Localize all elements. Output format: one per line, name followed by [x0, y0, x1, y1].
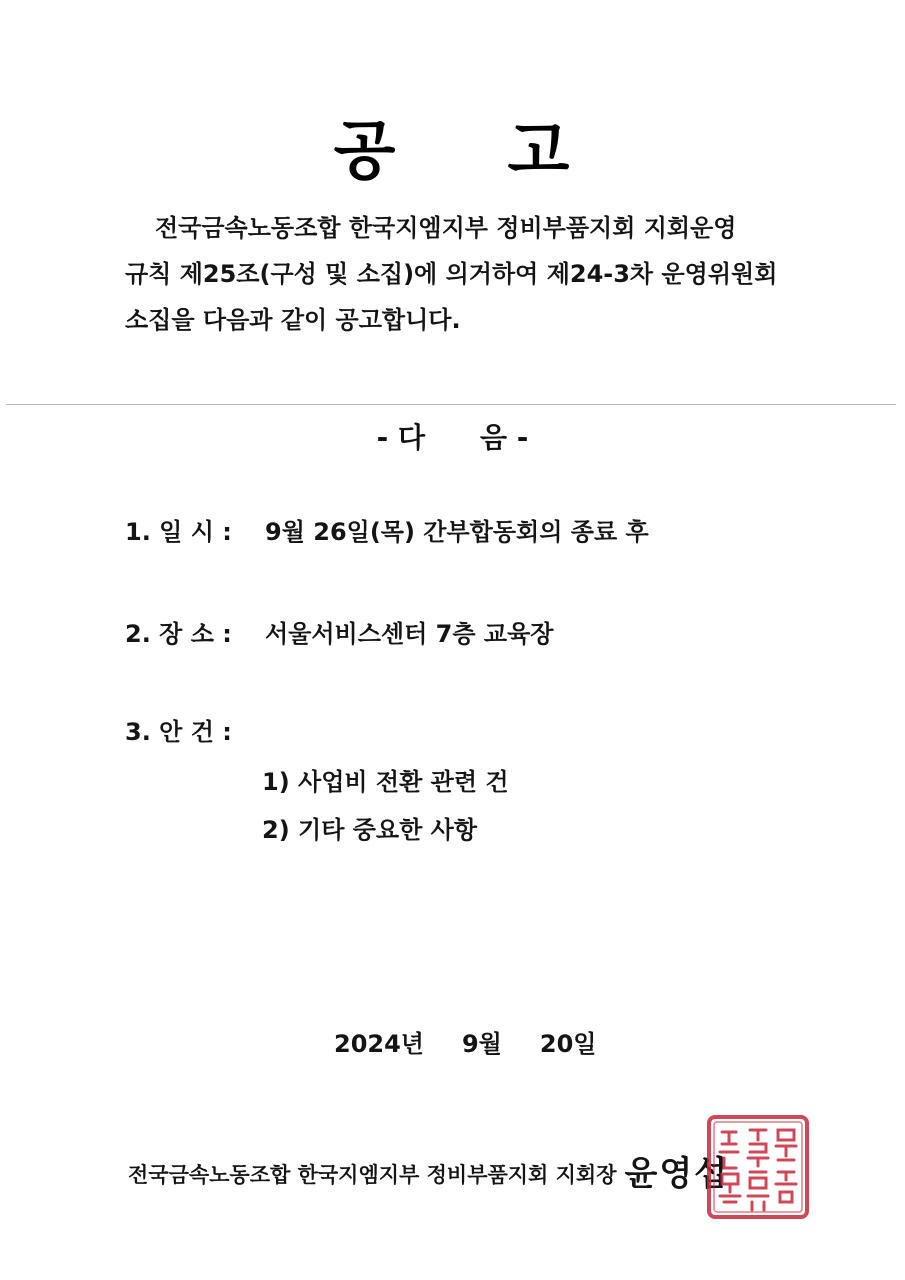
intro-line-3: 소집을 다음과 같이 공고합니다. [125, 306, 461, 334]
section-heading-right: 음 - [480, 421, 529, 454]
agenda-item-1: 1) 사업비 전환 관련 건 [262, 768, 509, 796]
agenda-item-2: 2) 기타 중요한 사항 [262, 816, 478, 844]
intro-line-2: 규칙 제25조(구성 및 소집)에 의거하여 제24-3차 운영위원회 [125, 260, 778, 288]
section-heading-left: - 다 [376, 421, 425, 454]
item-agenda-label: 3. 안 건 : [125, 718, 232, 746]
date-month: 9월 [461, 1030, 502, 1058]
signer-org: 전국금속노동조합 한국지엠지부 정비부품지회 지회장 [128, 1163, 617, 1187]
section-divider [6, 404, 896, 405]
official-seal-stamp [706, 1114, 810, 1220]
item-datetime-label: 1. 일 시 : [125, 518, 232, 546]
notice-date [334, 1024, 596, 1059]
item-datetime-value: 9월 26일(목) 간부합동회의 종료 후 [265, 518, 649, 546]
section-heading [0, 416, 905, 456]
intro-paragraph [125, 205, 825, 343]
item-location-value: 서울서비스센터 7층 교육장 [265, 620, 554, 648]
item-agenda [125, 712, 265, 747]
date-day: 20일 [539, 1030, 597, 1058]
item-datetime [125, 512, 649, 547]
signer-name: 윤영섭 [624, 1154, 730, 1194]
notice-title [0, 100, 905, 192]
item-location-label: 2. 장 소 : [125, 620, 232, 648]
title-char-1: 공 [333, 115, 398, 189]
title-char-2: 고 [507, 115, 572, 189]
date-year: 2024년 [334, 1030, 424, 1058]
intro-line-1: 전국금속노동조합 한국지엠지부 정비부품지회 지회운영 [155, 214, 737, 242]
signer-line [128, 1146, 729, 1195]
item-location [125, 614, 553, 649]
